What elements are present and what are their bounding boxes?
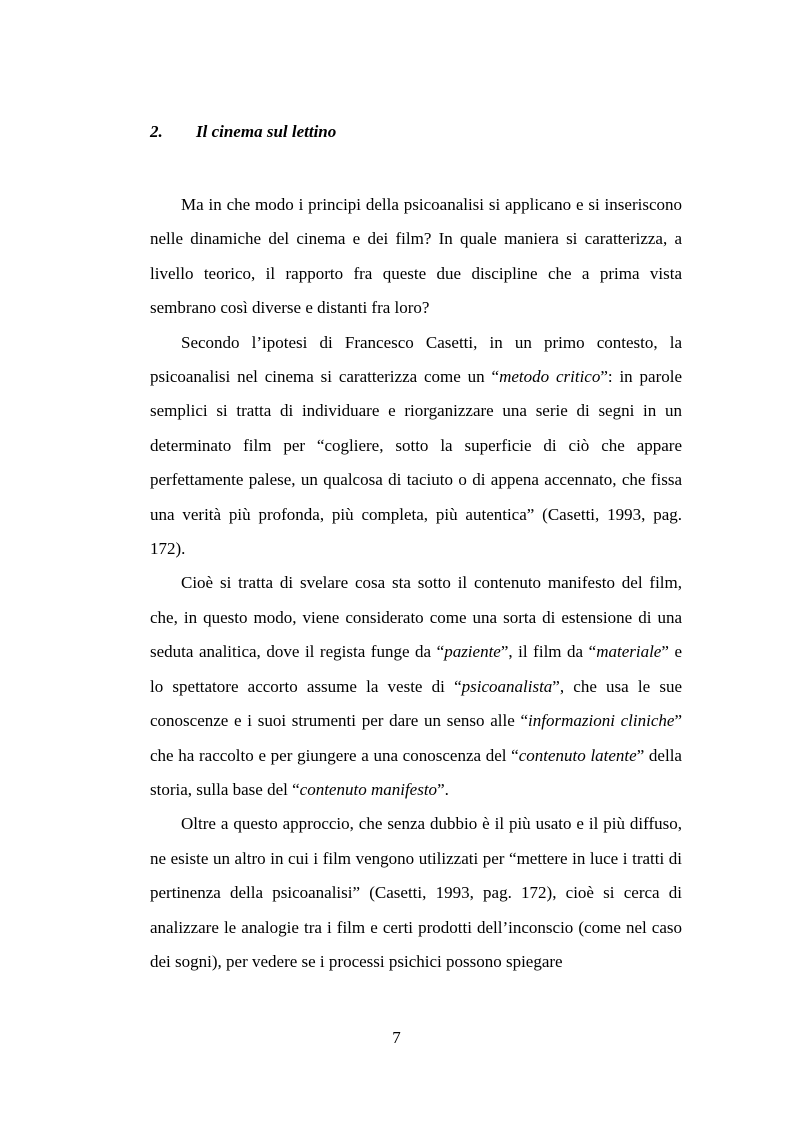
paragraph: [150, 566, 682, 807]
italic-term: metodo critico: [499, 367, 601, 387]
italic-term: contenuto manifesto: [299, 779, 438, 799]
text-run: ”.: [437, 779, 449, 799]
text-run: Oltre a questo approccio, che senza dubbio è il più usato e il più diffuso, ne esiste un altro in cui i film vengono utilizzati per “mettere in luce i tratti di pertinenza della psicoanalisi” (Casetti, 1993, pag. 172), cioè si cerca di analizzare le analogie tra i film e certi prodotti dell’inconscio (come nel caso dei sogni), per vedere se i processi psichici possono spiegare: [150, 814, 682, 971]
text-run: ” e lo spettatore accorto assume la veste di “: [150, 642, 682, 696]
italic-term: informazioni cliniche: [528, 711, 675, 731]
paragraph: [150, 188, 682, 326]
page-number: 7: [392, 1028, 401, 1047]
text-run: Ma in che modo i principi della psicoanalisi si applicano e si inseriscono nelle dinamiche del cinema e dei film? In quale maniera si caratterizza, a livello teorico, il rapporto fra queste due discipline che a prima vista sembrano così diverse e distanti fra loro?: [150, 195, 682, 318]
text-run: Cioè si tratta di svelare cosa sta sotto il contenuto manifesto del film, che, in questo modo, viene considerato come una sorta di estensione di una seduta analitica, dove il regista funge da “: [150, 573, 682, 662]
text-run: ”, il film da “: [500, 642, 597, 662]
section-heading: [150, 122, 336, 142]
text-run: Secondo l’ipotesi di Francesco Casetti, in un primo contesto, la psicoanalisi nel cinema si caratterizza come un “: [150, 332, 682, 387]
section-number: 2.: [150, 122, 163, 141]
italic-term: paziente: [444, 642, 501, 662]
italic-term: psicoanalista: [461, 676, 553, 696]
italic-term: contenuto latente: [518, 745, 637, 765]
text-run: ” della storia, sulla base del “: [150, 745, 682, 799]
paragraph: [150, 807, 682, 979]
text-run: ”, che usa le sue conoscenze e i suoi strumenti per dare un senso alle “: [150, 676, 683, 731]
section-title: Il cinema sul lettino: [196, 122, 337, 141]
text-run: ” che ha raccolto e per giungere a una conoscenza del “: [150, 711, 682, 765]
paragraph: [150, 326, 682, 567]
italic-term: materiale: [596, 642, 662, 662]
text-run: ”: in parole semplici si tratta di individuare e riorganizzare una serie di segni in un determinato film per “cogliere, sotto la superficie di ciò che appare perfettamente palese, un qualcosa di taciuto o di appena accennato, che fissa una verità più profonda, più completa, più autentica” (Casetti, 1993, pag. 172).: [150, 367, 683, 559]
body-text: [150, 188, 682, 979]
